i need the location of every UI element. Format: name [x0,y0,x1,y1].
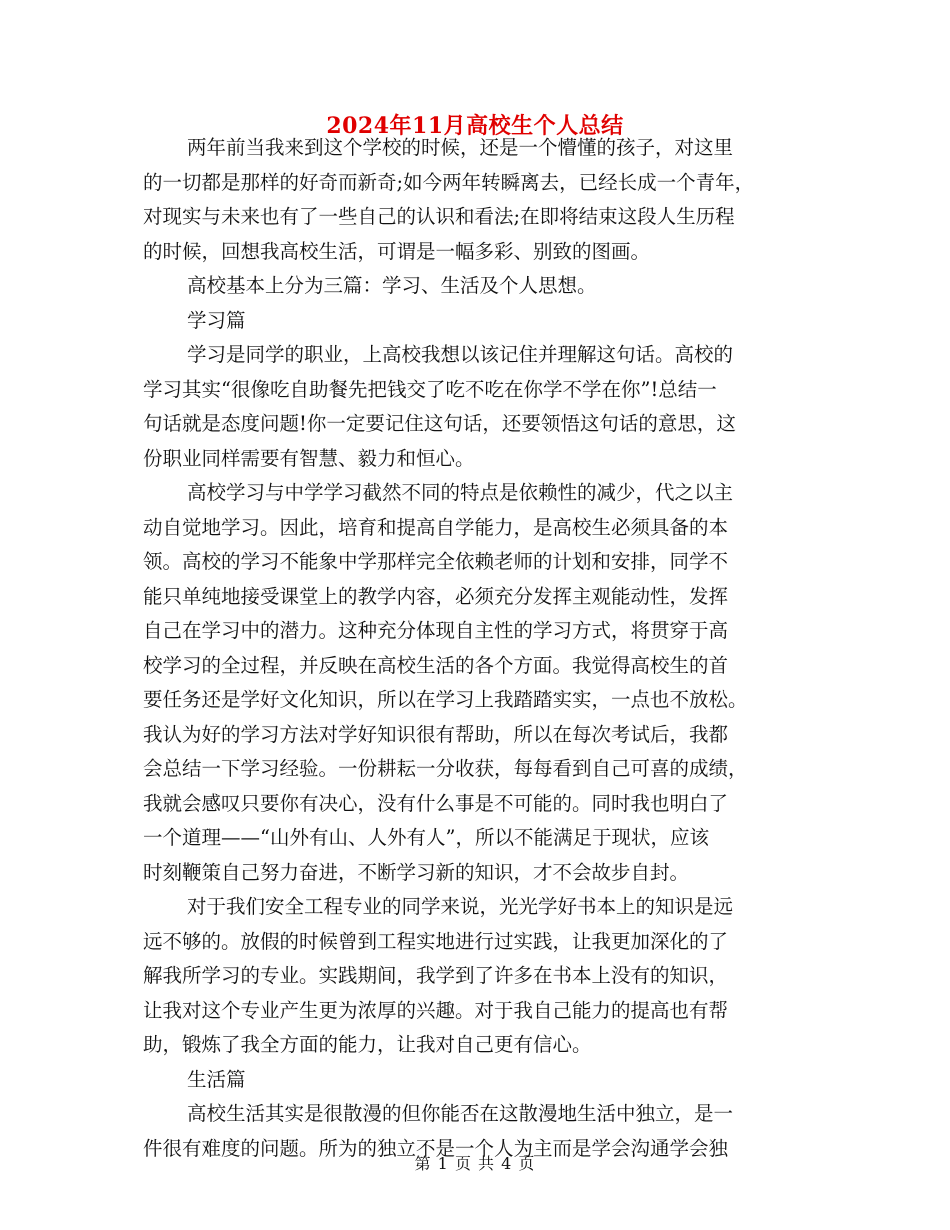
page-footer: 第 1 页 共 4 页 [414,1154,536,1173]
text-line: 高校学习与中学学习截然不同的特点是依赖性的减少，代之以主 [187,481,734,504]
text-line: 会总结一下学习经验。一份耕耘一分收获，每每看到自己可喜的成绩， [143,757,748,780]
text-line: 我就会感叹只要你有决心，没有什么事是不可能的。同时我也明白了 [143,791,729,815]
document-body [143,131,815,1166]
text-line: 一个道理——“山外有山、人外有人”，所以不能满足于现状，应该 [143,826,709,849]
text-line: 的一切都是那样的好奇而新奇;如今两年转瞬离去，已经长成一个青年， [143,170,755,194]
text-line: 助，锻炼了我全方面的能力，让我对自己更有信心。 [143,1033,592,1056]
text-line: 的时候，回想我高校生活，可谓是一幅多彩、别致的图画。 [143,239,651,263]
text-line: 两年前当我来到这个学校的时候，还是一个懵懂的孩子，对这里 [187,136,734,159]
text-line: 高校生活其实是很散漫的但你能否在这散漫地生活中独立，是一 [187,1102,734,1125]
text-line: 对于我们安全工程专业的同学来说，光光学好书本上的知识是远 [187,895,734,918]
text-line: 学习篇 [187,308,246,332]
text-line: 解我所学习的专业。实践期间，我学到了许多在书本上没有的知识， [143,964,729,987]
text-line: 让我对这个专业产生更为浓厚的兴趣。对于我自己能力的提高也有帮 [143,998,729,1022]
text-line: 对现实与未来也有了一些自己的认识和看法;在即将结束这段人生历程 [143,205,735,228]
text-line: 时刻鞭策自己努力奋进，不断学习新的知识，才不会故步自封。 [143,860,690,884]
text-line: 高校基本上分为三篇：学习、生活及个人思想。 [187,274,597,297]
text-line: 能只单纯地接受课堂上的教学内容，必须充分发挥主观能动性，发挥 [143,584,729,608]
text-line: 自己在学习中的潜力。这种充分体现自主性的学习方式，将贯穿于高 [143,619,729,642]
document-title: 2024年11月高校生个人总结 [326,113,624,139]
text-line: 句话就是态度问题!你一定要记住这句话，还要领悟这句话的意思，这 [143,412,736,435]
text-line: 动自觉地学习。因此，培育和提高自学能力，是高校生必须具备的本 [143,515,729,539]
text-line: 学习其实“很像吃自助餐先把钱交了吃不吃在你学不学在你”!总结一 [143,377,717,401]
text-line: 学习是同学的职业，上高校我想以该记住并理解这句话。高校的 [187,343,734,366]
text-line: 领。高校的学习不能象中学那样完全依赖老师的计划和安排，同学不 [143,550,729,573]
text-line: 我认为好的学习方法对学好知识很有帮助，所以在每次考试后，我都 [143,722,729,746]
text-line: 远不够的。放假的时候曾到工程实地进行过实践，让我更加深化的了 [143,929,729,953]
text-line: 校学习的全过程，并反映在高校生活的各个方面。我觉得高校生的首 [143,653,729,677]
text-line: 要任务还是学好文化知识，所以在学习上我踏踏实实，一点也不放松。 [143,688,748,711]
text-line: 件很有难度的问题。所为的独立不是一个人为主而是学会沟通学会独 [143,1136,729,1160]
text-line: 生活篇 [187,1067,246,1091]
text-line: 份职业同样需要有智慧、毅力和恒心。 [143,446,475,470]
